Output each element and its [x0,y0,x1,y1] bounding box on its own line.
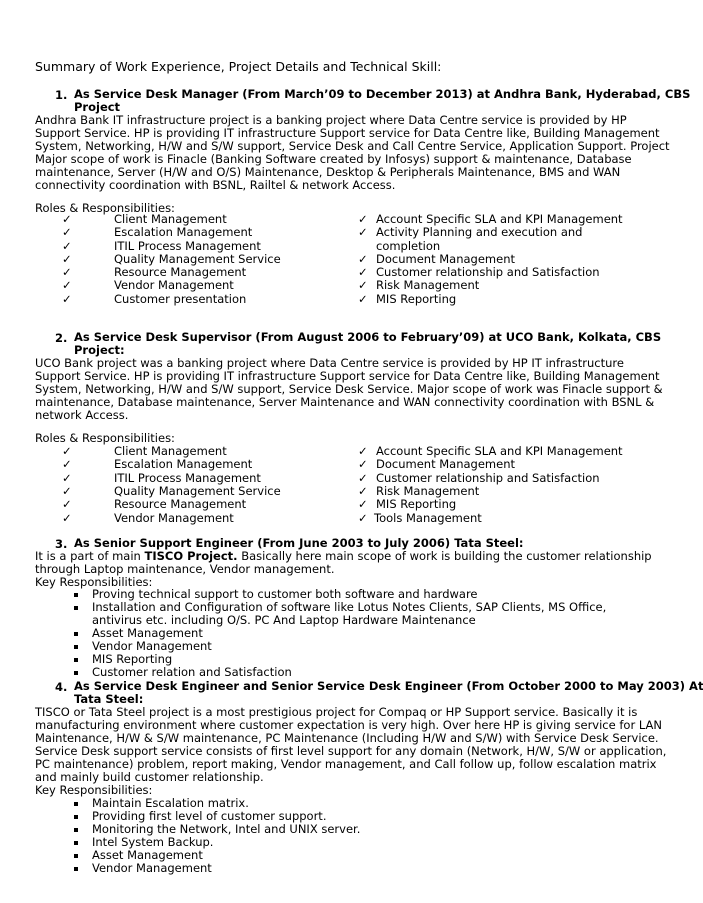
para-text: Basically here main scope of work is building the customer relationship [237,549,652,563]
check-icon: ✓ [62,444,72,458]
para-line: UCO Bank project was a banking project where Data Centre service is provided by HP IT infrastructure [35,356,624,370]
para-text: It is a part of main [35,549,145,563]
bullet-icon [74,841,78,845]
para-line: manufacturing environment where customer expectation is very high. Over here HP is giving service for LAN [35,718,662,732]
bullet-item: Proving technical support to customer both software and hardware [92,587,478,601]
bullet-icon [74,658,78,662]
bullet-item: Providing first level of customer support. [92,809,327,823]
role-item-cont: completion [376,239,441,253]
bullet-icon [74,867,78,871]
role-item: Customer presentation [114,292,247,306]
key-responsibilities-label: Key Responsibilities: [35,575,153,589]
bullet-item: MIS Reporting [92,652,173,666]
bullet-icon [74,802,78,806]
bullet-icon [74,854,78,858]
role-item: Customer relationship and Satisfaction [376,265,600,279]
roles-label: Roles & Responsibilities: [35,201,175,215]
bullet-item: Asset Management [92,848,203,862]
bullet-item-cont: antivirus etc. including O/S. PC And Laptop Hardware Maintenance [92,613,476,627]
bullet-item: Monitoring the Network, Intel and UNIX server. [92,822,361,836]
bullet-icon [74,632,78,636]
check-icon: ✓ [62,292,72,306]
check-icon: ✓ [358,511,368,525]
section-2-title-cont: Project: [74,343,125,357]
check-icon: ✓ [62,265,72,279]
check-icon: ✓ [358,292,368,306]
section-1-number: 1. [55,88,68,102]
bullet-icon [74,815,78,819]
bullet-item: Vendor Management [92,639,212,653]
check-icon: ✓ [358,212,368,226]
role-item: ITIL Process Management [114,239,261,253]
role-item: Risk Management [376,278,480,292]
section-3-number: 3. [55,537,68,551]
check-icon: ✓ [62,497,72,511]
para-line: Support Service. HP is providing IT infrastructure Support service for Data Centre like, Building Management [35,369,660,383]
para-line: Maintenance, H/W & S/W maintenance, PC Maintenance (Including H/W and S/W) with Service Desk Service. [35,731,659,745]
check-icon: ✓ [358,471,368,485]
section-1-title: As Service Desk Manager (From March’09 to December 2013) at Andhra Bank, Hyderabad, CBS [74,87,691,101]
section-2-number: 2. [55,331,68,345]
para-line: maintenance, Server (H/W and O/S) Maintenance, Desktop & Peripherals Maintenance, BMS and WAN [35,165,621,179]
role-item: Vendor Management [114,511,234,525]
bullet-icon [74,606,78,610]
check-icon: ✓ [358,252,368,266]
check-icon: ✓ [62,252,72,266]
para-bold: TISCO Project. [144,549,238,563]
section-4-number: 4. [55,680,68,694]
check-icon: ✓ [358,497,368,511]
role-item: Account Specific SLA and KPI Management [376,444,623,458]
role-item: Document Management [376,252,515,266]
check-icon: ✓ [358,457,368,471]
bullet-item: Customer relation and Satisfaction [92,665,292,679]
roles-label: Roles & Responsibilities: [35,431,175,445]
para-line: Major scope of work is Finacle (Banking Software created by Infosys) support & maintenance, Database [35,152,632,166]
bullet-icon [74,645,78,649]
para-line: System, Networking, H/W and S/W support, Service Desk and Call Centre Service, Application Support. Project [35,139,670,153]
check-icon: ✓ [358,484,368,498]
para-line: maintenance, Database maintenance, Server Maintenance and WAN connectivity coordination with BSNL & [35,395,655,409]
check-icon: ✓ [358,444,368,458]
role-item: Activity Planning and execution and [376,225,583,239]
section-4-title-cont: Tata Steel: [74,692,144,706]
para-line: Support Service. HP is providing IT infrastructure Support service for Data Centre like, Building Management [35,126,660,140]
para-line: PC maintenance) problem, report making, Vendor management, and Call follow up, follow escalation matrix [35,757,657,771]
section-3-title: As Senior Support Engineer (From June 2003 to July 2006) Tata Steel: [74,536,524,550]
role-item: Escalation Management [114,225,253,239]
check-icon: ✓ [62,484,72,498]
para-line: System, Networking, H/W and S/W support, Service Desk Service. Major scope of work was Finacle support & [35,382,663,396]
role-item: Resource Management [114,497,247,511]
summary-heading: Summary of Work Experience, Project Details and Technical Skill: [35,59,442,74]
role-item: Risk Management [376,484,480,498]
check-icon: ✓ [358,265,368,279]
key-responsibilities-label: Key Responsibilities: [35,783,153,797]
bullet-icon [74,828,78,832]
check-icon: ✓ [62,457,72,471]
para-line: TISCO or Tata Steel project is a most prestigious project for Compaq or HP Support service. Basically it is [35,705,638,719]
role-item: MIS Reporting [376,292,457,306]
check-icon: ✓ [62,225,72,239]
role-item: Quality Management Service [114,252,281,266]
role-item: Client Management [114,444,227,458]
para-line: network Access. [35,408,129,422]
check-icon: ✓ [62,511,72,525]
bullet-item: Maintain Escalation matrix. [92,796,249,810]
role-item: Escalation Management [114,457,253,471]
role-item: Account Specific SLA and KPI Management [376,212,623,226]
check-icon: ✓ [358,225,368,239]
para-line: connectivity coordination with BSNL, Railtel & network Access. [35,178,396,192]
role-item: Tools Management [374,511,482,525]
role-item: Customer relationship and Satisfaction [376,471,600,485]
bullet-icon [74,671,78,675]
role-item: Client Management [114,212,227,226]
role-item: Vendor Management [114,278,234,292]
role-item: Quality Management Service [114,484,281,498]
para-line: and mainly build customer relationship. [35,770,264,784]
role-item: ITIL Process Management [114,471,261,485]
check-icon: ✓ [62,212,72,226]
bullet-item: Asset Management [92,626,203,640]
section-2-title: As Service Desk Supervisor (From August 2006 to February’09) at UCO Bank, Kolkata, CBS [74,330,662,344]
check-icon: ✓ [358,278,368,292]
check-icon: ✓ [62,471,72,485]
bullet-item: Installation and Configuration of software like Lotus Notes Clients, SAP Clients, MS Office, [92,600,607,614]
para-line: Service Desk support service consists of first level support for any domain (Network, H/W, S/W or application, [35,744,667,758]
role-item: Resource Management [114,265,247,279]
role-item: Document Management [376,457,515,471]
bullet-item: Vendor Management [92,861,212,875]
section-3-para-line: through Laptop maintenance, Vendor management. [35,562,335,576]
para-line: Andhra Bank IT infrastructure project is a banking project where Data Centre service is provided by HP [35,113,627,127]
check-icon: ✓ [62,278,72,292]
bullet-icon [74,593,78,597]
section-4-title: As Service Desk Engineer and Senior Service Desk Engineer (From October 2000 to May 2003) At [74,679,703,693]
section-1-title-cont: Project [74,100,121,114]
bullet-item: Intel System Backup. [92,835,214,849]
check-icon: ✓ [62,239,72,253]
role-item: MIS Reporting [376,497,457,511]
